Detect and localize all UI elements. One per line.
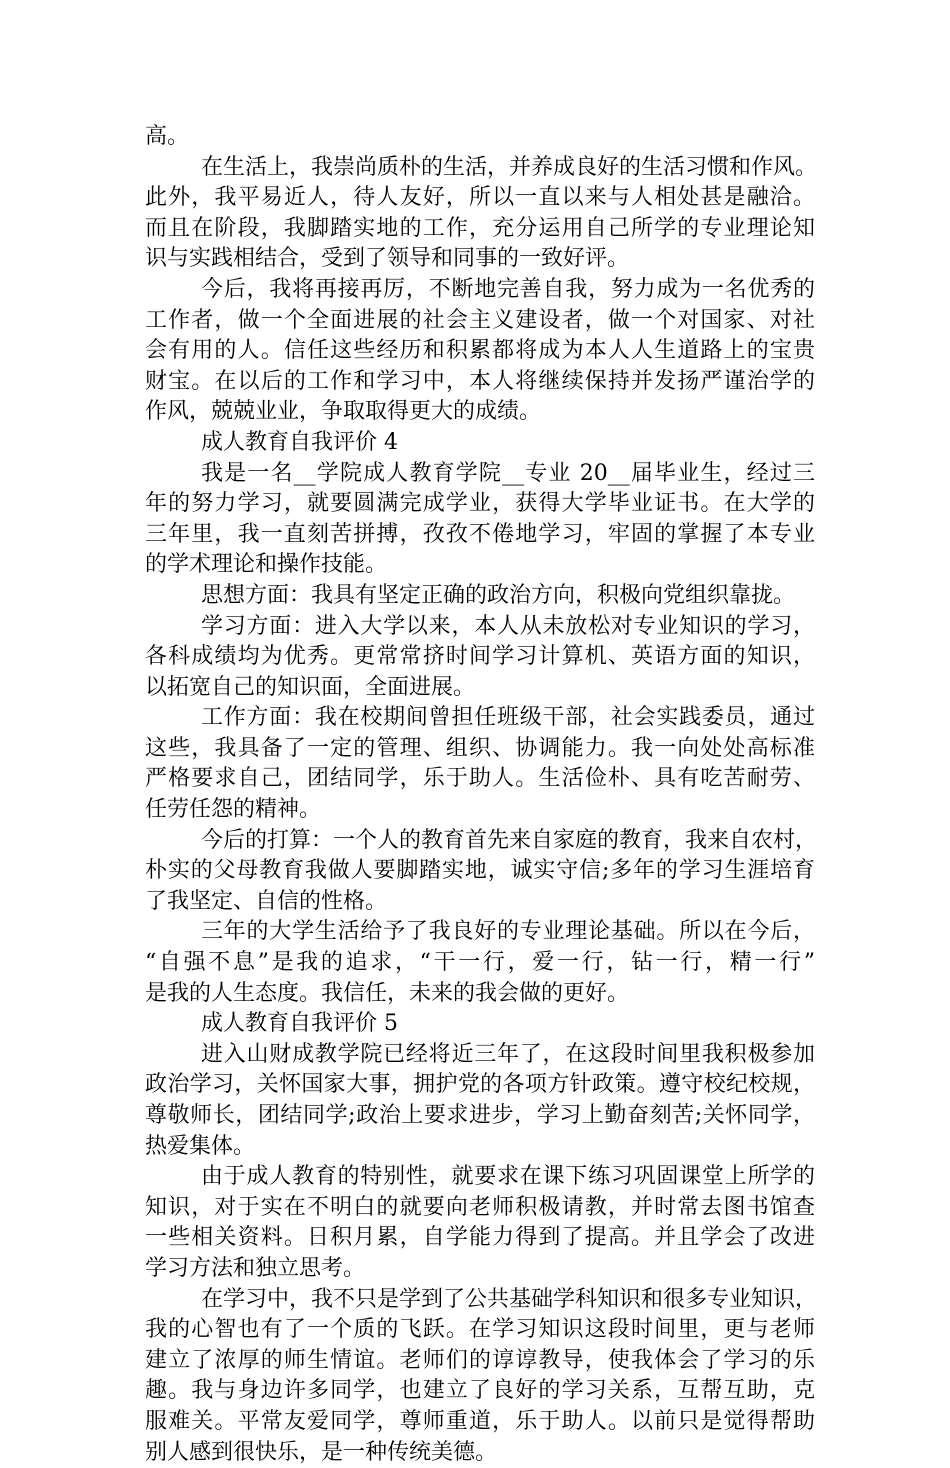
text-line: 识与实践相结合，受到了领导和同事的一致好评。	[145, 246, 630, 272]
paragraph-start-line: 在学习中，我不只是学到了公共基础学科知识和很多专业知识，	[201, 1286, 818, 1312]
section-heading: 成人教育自我评价 4	[201, 429, 398, 455]
text-line: 工作者，做一个全面进展的社会主义建设者，做一个对国家、对社	[145, 307, 815, 333]
text-line: 建立了浓厚的师生情谊。老师们的谆谆教导，使我体会了学习的乐	[145, 1347, 815, 1373]
paragraph-start-line: 思想方面：我具有坚定正确的政治方向，积极向党组织靠拢。	[201, 582, 796, 608]
paragraph-start-line: 在生活上，我崇尚质朴的生活，并养成良好的生活习惯和作风。	[201, 154, 818, 180]
text-line: 高。	[145, 124, 190, 149]
text-line: “自强不息”是我的追求，“干一行，爱一行，钻一行，精一行”	[145, 950, 815, 976]
text-line: 三年里，我一直刻苦拼搏，孜孜不倦地学习，牢固的掌握了本专业	[145, 521, 815, 547]
text-line: 学习方法和独立思考。	[145, 1255, 366, 1281]
text-line: 服难关。平常友爱同学，尊师重道，乐于助人。以前只是觉得帮助	[145, 1408, 815, 1434]
text-line: 尊敬师长，团结同学;政治上要求进步，学习上勤奋刻苦;关怀同学，	[145, 1103, 815, 1128]
document-body	[145, 122, 818, 1468]
text-line: 此外，我平易近人，待人友好，所以一直以来与人相处甚是融洽。	[145, 185, 815, 211]
paragraph-start-line: 由于成人教育的特别性，就要求在课下练习巩固课堂上所学的	[201, 1164, 815, 1190]
text-line: 的学术理论和操作技能。	[145, 552, 388, 578]
text-line: 朴实的父母教育我做人要脚踏实地，诚实守信;多年的学习生涯培育	[145, 858, 815, 884]
paragraph-start-line: 三年的大学生活给予了我良好的专业理论基础。所以在今后，	[201, 919, 815, 945]
paragraph-start-line: 学习方面：进入大学以来，本人从未放松对专业知识的学习，	[201, 613, 815, 639]
text-line: 财宝。在以后的工作和学习中，本人将继续保持并发扬严谨治学的	[145, 368, 815, 394]
paragraph-start-line: 今后，我将再接再厉，不断地完善自我，努力成为一名优秀的	[201, 276, 815, 302]
text-line: 会有用的人。信任这些经历和积累都将成为本人人生道路上的宝贵	[145, 338, 815, 364]
text-line: 一些相关资料。日积月累，自学能力得到了提高。并且学会了改进	[145, 1225, 815, 1251]
text-line: 以拓宽自己的知识面，全面进展。	[145, 674, 476, 700]
paragraph-start-line: 我是一名__学院成人教育学院__专业 20__届毕业生，经过三	[201, 460, 815, 486]
text-line: 任劳任怨的精神。	[145, 797, 322, 823]
paragraph-start-line: 工作方面：我在校期间曾担任班级干部，社会实践委员，通过	[201, 705, 815, 731]
text-line: 这些，我具备了一定的管理、组织、协调能力。我一向处处高标准	[145, 735, 815, 761]
text-line: 年的努力学习，就要圆满完成学业，获得大学毕业证书。在大学的	[145, 491, 815, 517]
text-line: 趣。我与身边许多同学，也建立了良好的学习关系，互帮互助，克	[145, 1378, 815, 1404]
text-line: 作风，兢兢业业，争取取得更大的成绩。	[145, 399, 542, 425]
text-line: 知识，对于实在不明白的就要向老师积极请教，并时常去图书馆查	[145, 1194, 815, 1220]
text-line: 是我的人生态度。我信任，未来的我会做的更好。	[145, 980, 630, 1006]
text-line: 严格要求自己，团结同学，乐于助人。生活俭朴、具有吃苦耐劳、	[145, 766, 815, 792]
paragraph-start-line: 今后的打算：一个人的教育首先来自家庭的教育，我来自农村，	[201, 827, 818, 853]
text-line: 热爱集体。	[145, 1133, 256, 1159]
text-line: 别人感到很快乐，是一种传统美德。	[145, 1439, 498, 1465]
paragraph-start-line: 进入山财成教学院已经将近三年了，在这段时间里我积极参加	[201, 1041, 815, 1067]
text-line: 我的心智也有了一个质的飞跃。在学习知识这段时间里，更与老师	[145, 1317, 815, 1343]
text-line: 而且在阶段，我脚踏实地的工作，充分运用自己所学的专业理论知	[145, 215, 815, 241]
section-heading: 成人教育自我评价 5	[201, 1011, 398, 1037]
text-line: 各科成绩均为优秀。更常常挤时间学习计算机、英语方面的知识，	[145, 644, 815, 670]
text-line: 了我坚定、自信的性格。	[145, 888, 388, 914]
text-line: 政治学习，关怀国家大事，拥护党的各项方针政策。遵守校纪校规，	[145, 1072, 815, 1098]
